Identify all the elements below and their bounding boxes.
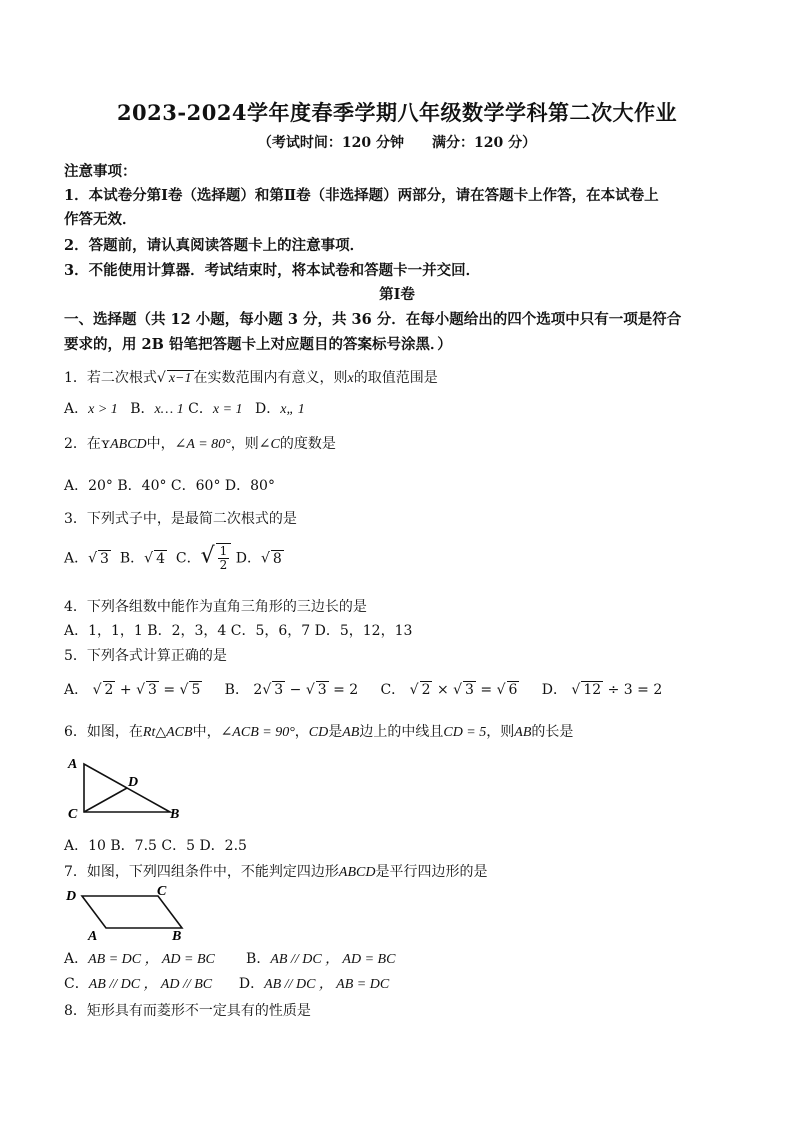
q1-d: x„ 1 [280,402,305,417]
q5-c-label: C． [380,682,406,698]
section-label: 第Ⅰ卷 [379,286,415,303]
q3-d-label: D． [235,550,261,567]
q4-options: A．1，1，1 B．2，3，4 C．5，6，7 D．5，12，13 [64,623,413,639]
q7-c: AB // DC ， AD // BC [88,977,213,992]
q7-options-ab: A．AB = DC ， AD = BC B．AB // DC ， AD = BC [64,951,396,967]
q1-b: x… 1 [154,402,184,417]
q1-b-label: B． [130,401,155,417]
q1-d-label: D． [255,401,281,417]
section-intro-a: 一、选择题（共 12 小题，每小题 3 分，共 36 分．在每小题给出的四个选项中只有一项是符合 [64,311,682,328]
q3-a-label: A． [64,550,89,567]
q3-a: 3 [100,550,109,567]
label-a: A [88,929,98,944]
q1-post: 在实数范围内有意义，则 [193,370,348,386]
question-8: 8．矩形具有而菱形不一定具有的性质是 [64,1003,311,1019]
q1-radicand: x−1 [168,371,192,386]
label-b: B [172,929,182,944]
question-2 [64,433,336,453]
q5-b-label: B． [224,682,249,698]
q1-options [64,398,305,418]
q1-pre: 1．若二次根式 [64,370,157,386]
q7-parallelogram-figure [62,882,192,944]
q2-options: A．20° B．40° C．60° D．80° [64,478,275,494]
q2-cond: ∠A = 80° [174,437,231,452]
q1-c-label: C． [188,401,213,417]
q5-d: √ 12 ÷ 3 = 2 [571,682,663,698]
q2-post: ，则 [230,436,259,452]
q5-a: √ 2 + √ 3 = √ 5 [92,682,201,698]
question-7: 7．如图，下列四组条件中，不能判定四边形ABCD是平行四边形的是 [64,864,488,880]
exam-subtitle: （考试时间：120 分钟 满分：120 分） [257,135,537,151]
q5-a-label: A． [64,682,89,698]
note-1a: 1．本试卷分第Ⅰ卷（选择题）和第Ⅱ卷（非选择题）两部分，请在答题卡上作答，在本试卷上 [64,187,659,204]
q3-c-den: 2 [219,558,228,572]
median-cd [84,788,127,812]
question-3: 3．下列式子中，是最简二次根式的是 [64,511,297,527]
section-intro-b: 要求的，用 2B 铅笔把答题卡上对应题目的答案标号涂黑．） [64,336,452,353]
question-4: 4．下列各组数中能作为直角三角形的三边长的是 [64,599,367,615]
label-a: A [68,757,78,772]
q7-b: AB // DC ， AD = BC [270,952,396,967]
q7-options-cd: C．AB // DC ， AD // BC D．AB // DC ， AB = DC [64,976,390,992]
q6-triangle-figure [62,752,192,824]
label-c: C [68,807,78,822]
q7-d: AB // DC ， AB = DC [264,977,390,992]
q1-a: x > 1 [88,402,118,417]
exam-title: 2023-2024学年度春季学期八年级数学学科第二次大作业 [116,100,678,125]
q3-c-num: 1 [219,544,228,558]
note-3: 3．不能使用计算器．考试结束时，将本试卷和答题卡一并交回． [64,262,481,279]
question-5: 5．下列各式计算正确的是 [64,648,227,664]
q3-b: 4 [156,550,166,567]
q2-shape: ABCD [110,437,147,452]
q2-post2: 的度数是 [279,436,336,452]
label-b: B [170,807,180,822]
label-d: D [66,889,77,904]
q2-pre: 2．在 [64,436,101,452]
q5-options [64,679,662,699]
note-1b: 作答无效． [64,211,137,228]
label-d: D [128,775,139,790]
parallelogram-symbol: ʏ [100,436,111,452]
q2-mid: 中， [146,436,175,452]
q1-post2: 的取值范围是 [353,370,438,386]
q5-d-label: D． [541,682,567,698]
label-c: C [157,884,167,899]
q6-options: A．10 B．7.5 C．5 D．2.5 [64,838,247,854]
question-6: 6．如图，在Rt△ACB中，∠ACB = 90°，CD是AB边上的中线且CD = 5，则AB的长是 [64,724,574,740]
q7-a: AB = DC ， AD = BC [88,952,215,967]
q1-c: x = 1 [212,402,243,417]
q3-d: 8 [272,550,282,567]
q3-b-label: B． [119,550,145,567]
q1-var: x [347,371,354,386]
note-2: 2．答题前，请认真阅读答题卡上的注意事项． [64,237,365,254]
q5-c: √ 2 × √ 3 = √ 6 [409,682,518,698]
q1-a-label: A． [64,401,89,417]
notes-heading: 注意事项： [64,163,137,180]
q3-c-label: C． [175,550,201,567]
parallelogram-abcd [82,896,182,928]
q3-options: A．√ 3 B．√ 4 C．√ $\frac{1}{2}$ D．√ 8 [64,543,282,572]
q3-c-frac [218,545,230,572]
q2-ask: ∠C [258,437,280,452]
question-1: 1．若二次根式√ x−1 在实数范围内有意义，则x的取值范围是 [64,370,438,386]
q5-b: 2√ 3 − √ 3 = 2 [253,682,359,698]
